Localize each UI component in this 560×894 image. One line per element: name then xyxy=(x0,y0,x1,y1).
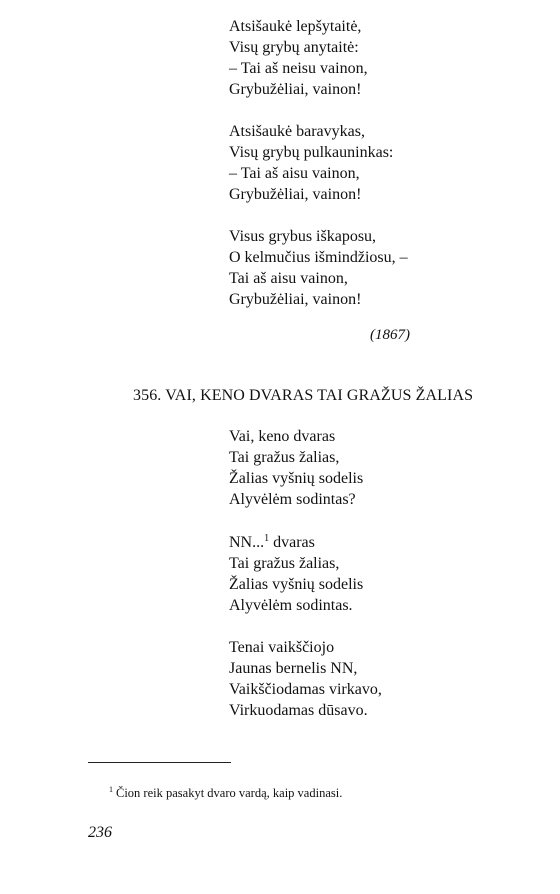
stanza-1 xyxy=(229,16,368,100)
page-number: 236 xyxy=(88,824,112,841)
verse-text: NN... xyxy=(229,534,265,551)
footnote xyxy=(109,786,342,801)
song-heading: 356. VAI, KENO DVARAS TAI GRAŽUS ŽALIAS xyxy=(133,387,474,404)
verse-line: O kelmučius išmindžiosu, – xyxy=(229,249,408,266)
poem-date: (1867) xyxy=(370,327,410,343)
verse-line: Atsišaukė lepšytaitė, xyxy=(229,18,362,35)
footnote-divider xyxy=(88,762,231,763)
verse-line: Žalias vyšnių sodelis xyxy=(229,576,364,593)
verse-line: Vai, keno dvaras xyxy=(229,428,336,445)
song-stanza-3 xyxy=(229,637,382,721)
footnote-reference: 1 xyxy=(264,533,270,544)
verse-line: Tai aš aisu vainon, xyxy=(229,270,348,287)
verse-line: Vaikščiodamas virkavo, xyxy=(229,681,382,698)
stanza-3 xyxy=(229,226,408,310)
song-stanza-1 xyxy=(229,426,363,510)
verse-line: Visų grybų anytaitė: xyxy=(229,39,359,56)
verse-line: Alyvėlėm sodintas? xyxy=(229,491,356,508)
footnote-mark: 1 xyxy=(109,785,113,794)
verse-line: Visų grybų pulkauninkas: xyxy=(229,144,394,161)
verse-text: dvaras xyxy=(269,534,315,551)
stanza-2 xyxy=(229,121,393,205)
verse-line: Visus grybus iškaposu, xyxy=(229,228,377,245)
verse-line: – Tai aš neisu vainon, xyxy=(229,60,368,77)
verse-line: Žalias vyšnių sodelis xyxy=(229,470,364,487)
verse-line: Jaunas bernelis NN, xyxy=(229,660,358,677)
verse-line: Tai gražus žalias, xyxy=(229,449,340,466)
verse-line: Grybužėliai, vainon! xyxy=(229,81,362,98)
verse-line: Grybužėliai, vainon! xyxy=(229,186,362,203)
verse-line: Tai gražus žalias, xyxy=(229,555,340,572)
verse-line: Tenai vaikščiojo xyxy=(229,639,335,656)
verse-line: Grybužėliai, vainon! xyxy=(229,291,362,308)
verse-line: Virkuodamas dūsavo. xyxy=(229,702,368,719)
footnote-text: Čion reik pasakyt dvaro vardą, kaip vadinasi. xyxy=(116,786,343,800)
verse-line-with-footnote xyxy=(229,532,363,553)
verse-line: – Tai aš aisu vainon, xyxy=(229,165,360,182)
song-stanza-2 xyxy=(229,532,363,616)
verse-line: Atsišaukė baravykas, xyxy=(229,123,365,140)
verse-line: Alyvėlėm sodintas. xyxy=(229,597,353,614)
